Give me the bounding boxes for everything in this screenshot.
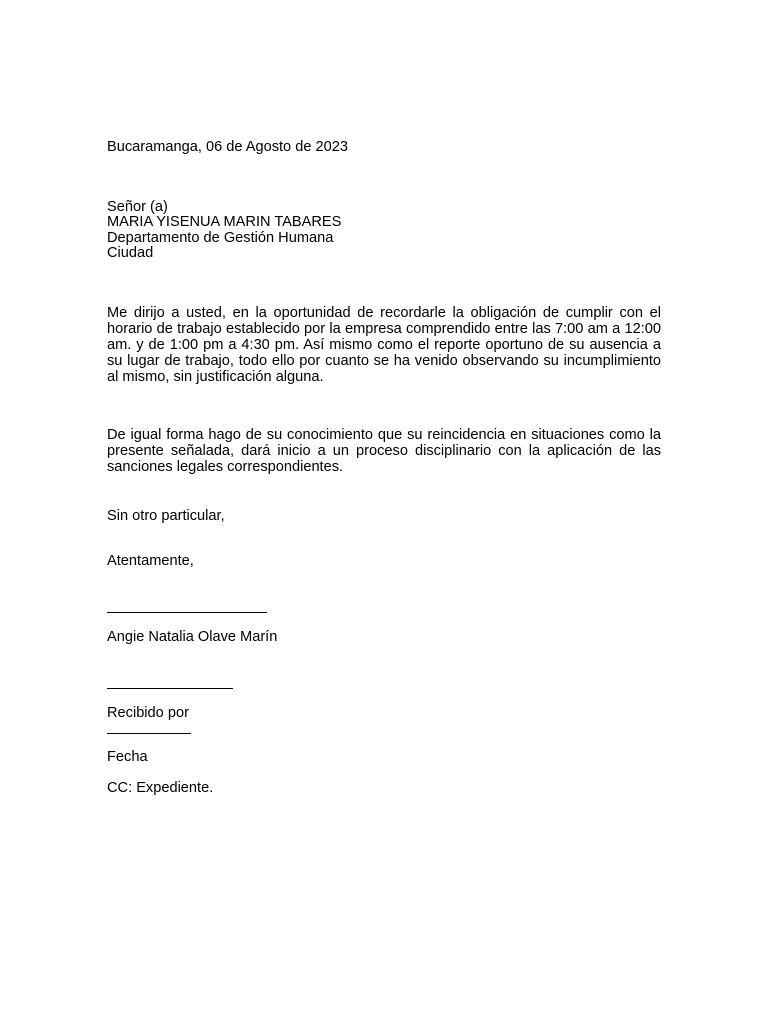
recipient-city: Ciudad (107, 245, 154, 261)
body-paragraph-1: Me dirijo a usted, en la oportunidad de recordarle la obligación de cumplir con el horario de trabajo establecido por la empresa comprendido entre las 7:00 am a 12:00 am. y de 1:00 pm a 4:30 pm. Así mismo como el reporte oportuno de su ausencia a su lugar de trabajo, todo ello por cuanto se ha venido observando su incumplimiento al mismo, sin justificación alguna. (107, 305, 661, 385)
closing-farewell: Atentamente, (107, 553, 194, 569)
received-signature-line (107, 688, 233, 689)
recipient-department: Departamento de Gestión Humana (107, 230, 334, 246)
place-date: Bucaramanga, 06 de Agosto de 2023 (107, 139, 348, 155)
recipient-name: MARIA YISENUA MARIN TABARES (107, 214, 342, 230)
date-signature-line (107, 733, 191, 734)
body-paragraph-2: De igual forma hago de su conocimiento que su reincidencia en situaciones como la presente señalada, dará inicio a un proceso disciplinario con la aplicación de las sanciones legales correspondientes. (107, 427, 661, 475)
sender-name: Angie Natalia Olave Marín (107, 629, 278, 645)
copy-note: CC: Expediente. (107, 780, 214, 796)
date-label: Fecha (107, 749, 148, 765)
received-label: Recibido por (107, 705, 189, 721)
recipient-salutation: Señor (a) (107, 199, 168, 215)
sender-signature-line (107, 612, 267, 613)
closing-remark: Sin otro particular, (107, 508, 225, 524)
